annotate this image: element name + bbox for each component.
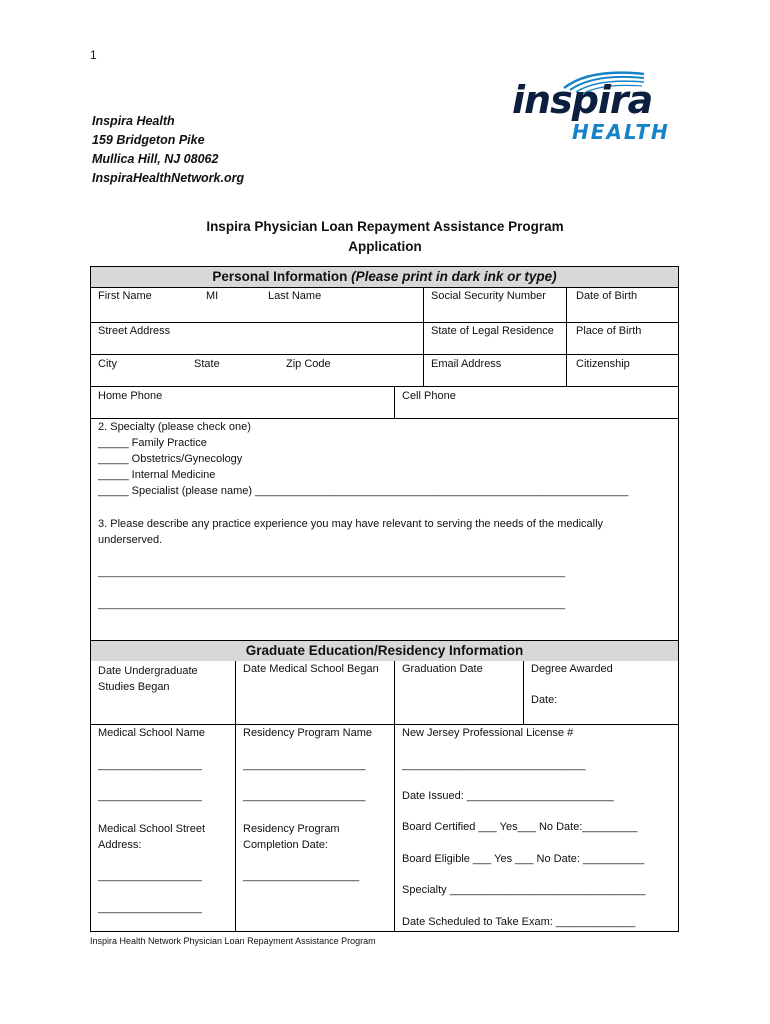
page-number: 1 [90, 48, 97, 62]
state-label: State [194, 358, 220, 370]
cell-phone-label: Cell Phone [402, 390, 456, 402]
footer-text: Inspira Health Network Physician Loan Repayment Assistance Program [90, 936, 376, 946]
specialty-option-internal-medicine[interactable]: _____ Internal Medicine [98, 469, 216, 481]
personal-info-title: Personal Information [212, 269, 352, 284]
specialty-option-family-practice[interactable]: _____ Family Practice [98, 437, 207, 449]
experience-question: 3. Please describe any practice experience you may have relevant to serving the needs of the medically underserved. [98, 518, 604, 546]
med-school-name-blank-1[interactable]: _________________ [98, 759, 203, 771]
ssn-label: Social Security Number [431, 290, 546, 302]
state-residence-label: State of Legal Residence [431, 325, 554, 337]
org-city-state-zip: Mullica Hill, NJ 08062 [92, 152, 219, 166]
specialty-option-obgyn[interactable]: _____ Obstetrics/Gynecology [98, 453, 243, 465]
med-school-name-blank-2[interactable]: _________________ [98, 790, 203, 802]
date-issued-field[interactable]: Date Issued: ________________________ [402, 790, 614, 802]
inspira-health-logo [512, 66, 677, 148]
citizenship-label: Citizenship [576, 358, 630, 370]
email-label: Email Address [431, 358, 502, 370]
dob-label: Date of Birth [576, 290, 638, 302]
document-title: Inspira Physician Loan Repayment Assistance Program [206, 219, 564, 234]
org-name: Inspira Health [92, 114, 175, 128]
residency-name-blank-2[interactable]: ____________________ [243, 790, 366, 802]
specialty-heading: 2. Specialty (please check one) [98, 421, 251, 433]
med-school-name-label: Medical School Name [98, 727, 205, 739]
board-certified-field[interactable]: Board Certified ___ Yes___ No Date:_________ [402, 821, 638, 833]
med-school-address-label: Medical School Street Address: [98, 823, 205, 851]
board-eligible-field[interactable]: Board Eligible ___ Yes ___ No Date: __________ [402, 853, 645, 865]
logo-word-inspira: inspira [512, 78, 653, 122]
nj-license-label: New Jersey Professional License # [402, 727, 574, 739]
zip-code-label: Zip Code [286, 358, 331, 370]
org-street: 159 Bridgeton Pike [92, 133, 205, 147]
med-school-address-blank-1[interactable]: _________________ [98, 870, 203, 882]
last-name-label: Last Name [268, 290, 322, 302]
document-subtitle: Application [348, 239, 422, 254]
org-website: InspiraHealthNetwork.org [92, 171, 245, 185]
exam-date-field[interactable]: Date Scheduled to Take Exam: _____________ [402, 916, 636, 928]
residency-completion-label: Residency Program Completion Date: [243, 823, 340, 851]
degree-awarded-label: Degree Awarded [531, 663, 613, 675]
city-label: City [98, 358, 117, 370]
experience-answer-line-1[interactable]: ________________________________________________________________________________ [98, 566, 566, 578]
experience-answer-line-2[interactable]: ________________________________________________________________________________ [98, 598, 566, 610]
degree-date-label: Date: [531, 694, 558, 706]
specialty-option-specialist[interactable]: _____ Specialist (please name) _____________________________________________________________ [98, 485, 629, 497]
personal-info-instruction: (Please print in dark ink or type) [351, 269, 557, 284]
undergrad-date-label: Date Undergraduate Studies Began [98, 665, 198, 693]
organization-address [92, 112, 244, 188]
personal-info-header [91, 267, 678, 287]
residency-name-blank-1[interactable]: ____________________ [243, 759, 366, 771]
place-of-birth-label: Place of Birth [576, 325, 642, 337]
med-school-address-blank-2[interactable]: _________________ [98, 902, 203, 914]
med-school-began-label: Date Medical School Began [243, 663, 379, 675]
residency-completion-blank[interactable]: ___________________ [243, 870, 360, 882]
specialty-field[interactable]: Specialty ________________________________ [402, 884, 646, 896]
home-phone-label: Home Phone [98, 390, 163, 402]
logo-word-health: HEALTH [572, 120, 670, 144]
residency-program-name-label: Residency Program Name [243, 727, 372, 739]
street-address-label: Street Address [98, 325, 171, 337]
first-name-label: First Name [98, 290, 152, 302]
nj-license-blank[interactable]: ______________________________ [402, 759, 586, 771]
education-header: Graduate Education/Residency Information [91, 641, 678, 661]
mi-label: MI [206, 290, 219, 302]
graduation-date-label: Graduation Date [402, 663, 483, 675]
